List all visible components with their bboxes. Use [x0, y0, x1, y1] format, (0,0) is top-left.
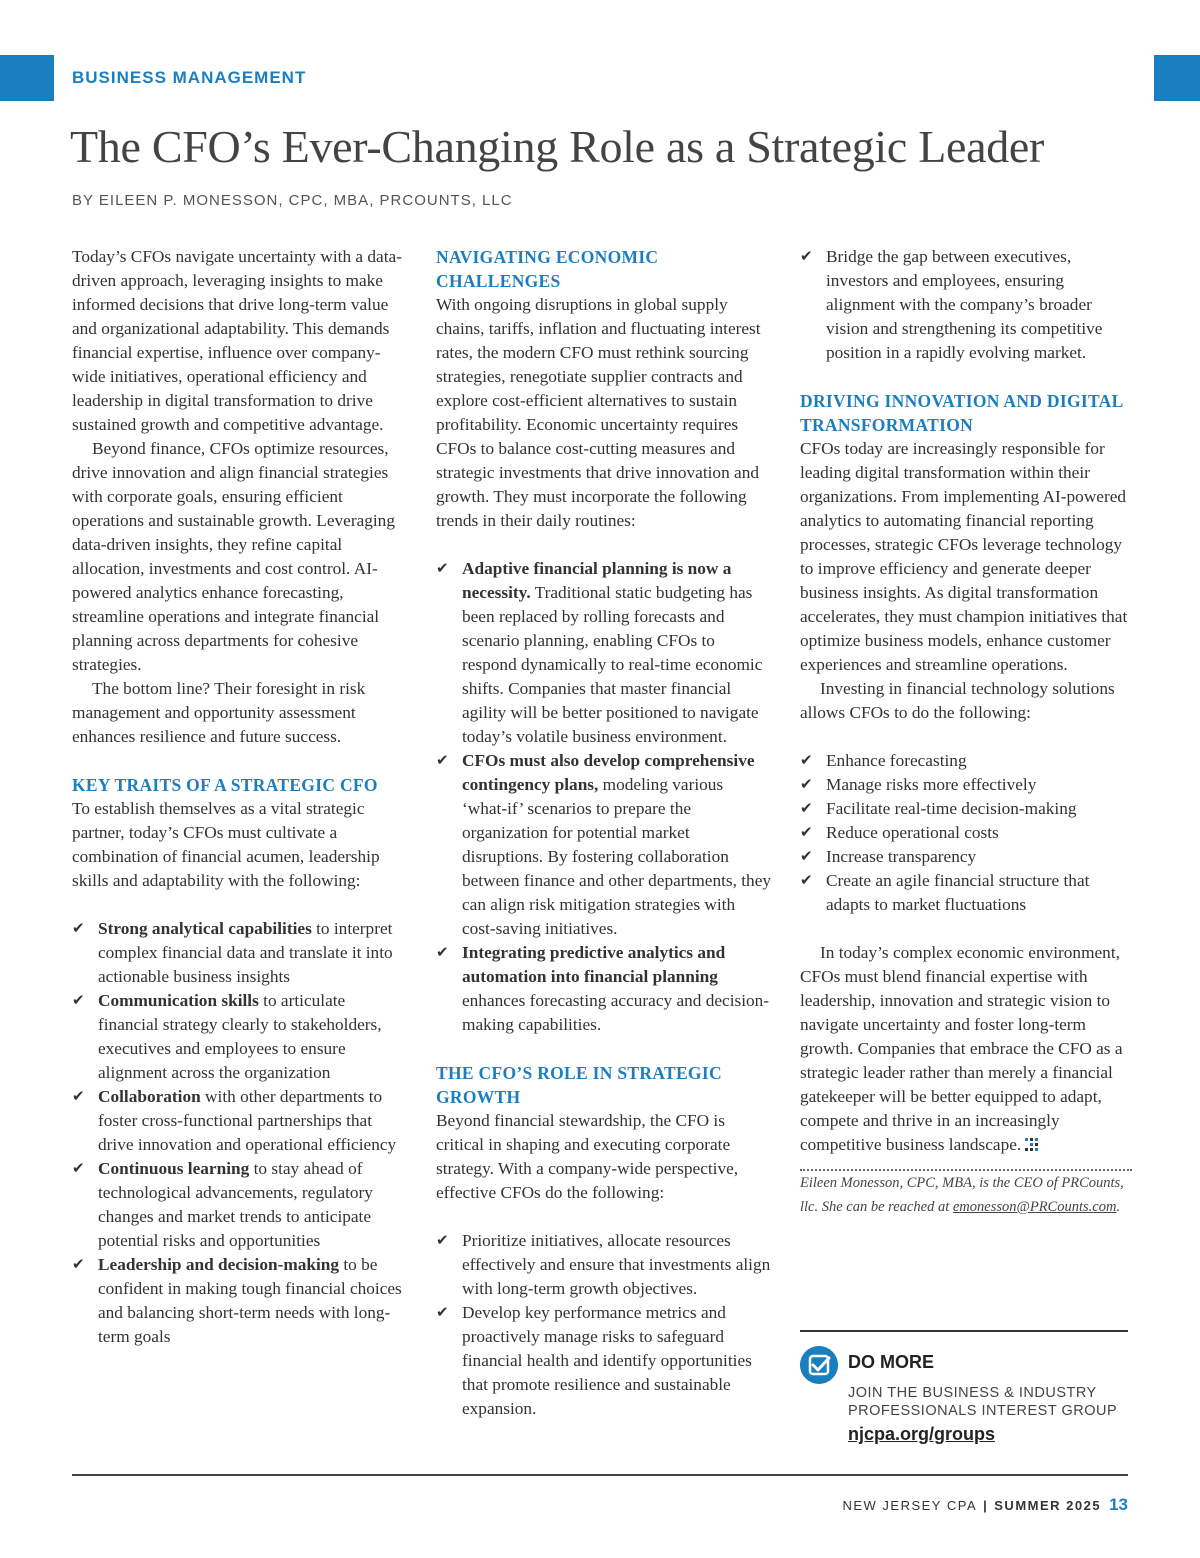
checkmark-icon: ✔	[800, 801, 813, 817]
list-item: ✔ Facilitate real-time decision-making	[800, 797, 1132, 821]
list-item: ✔ CFOs must also develop comprehensive contingency plans, modeling various ‘what-if’ scenarios to prepare the organization for potential market disruptions. By fostering collaboration between finance and other departments, they can align risk mitigation strategies with cost-saving initiatives.	[436, 751, 772, 938]
list-item: ✔ Adaptive financial planning is now a necessity. Traditional static budgeting has been replaced by rolling forecasts and scenario planning, enabling CFOs to respond dynamically to real-time economic shifts. Companies that master financial agility will be better positioned to navigate today’s volatile business environment.	[436, 559, 763, 746]
checkmark-icon: ✔	[72, 1257, 85, 1273]
traits-list	[72, 917, 407, 1349]
list-item: ✔ Prioritize initiatives, allocate resources effectively and ensure that investments align with long-term growth objectives.	[436, 1231, 771, 1298]
author-bio: Eileen Monesson, CPC, MBA, is the CEO of PRCounts, llc. She can be reached at emonesson@PRCounts.com.	[800, 1175, 1124, 1215]
list-item: ✔ Create an agile financial structure that adapts to market fluctuations	[800, 871, 1090, 914]
role-paragraph: Beyond financial stewardship, the CFO is critical in shaping and executing corporate strategy. With a company-wide perspective, effective CFOs do the following:	[436, 1111, 739, 1202]
end-mark-icon	[1025, 1138, 1038, 1151]
do-more-heading: DO MORE	[848, 1352, 935, 1372]
right-color-tab	[1154, 55, 1200, 101]
navigating-paragraph: With ongoing disruptions in global supply chains, tariffs, inflation and fluctuating interest rates, the modern CFO must rethink sourcing strategies, renegotiate supplier contracts and explore cost-efficient alternatives to sustain profitability. Economic uncertainty requires CFOs to balance cost-cutting measures and strategic investments that drive innovation and growth. They must incorporate the following trends in their daily routines:	[436, 295, 761, 530]
role-list-continued	[800, 245, 1132, 365]
column-1	[72, 245, 407, 1349]
heading-navigating-economic: NAVIGATING ECONOMIC CHALLENGES	[436, 247, 659, 291]
do-more-box	[800, 1330, 1128, 1444]
paragraph-bottom-line: The bottom line? Their foresight in risk management and opportunity assessment enhances resilience and future success.	[72, 679, 366, 746]
article-title: The CFO’s Ever-Changing Role as a Strategic Leader	[70, 121, 1045, 172]
intro-paragraph: Today’s CFOs navigate uncertainty with a data-driven approach, leveraging insights to make informed decisions that drive long-term value and organizational adaptability. This demands financial expertise, influence over company-wide initiatives, operational efficiency and leadership in digital transformation to drive sustained growth and competitive advantage.	[72, 247, 402, 434]
list-item: ✔ Leadership and decision-making to be confident in making tough financial choices and balancing short-term needs with long-term goals	[72, 1255, 402, 1346]
list-item: ✔ Integrating predictive analytics and automation into financial planning enhances forecasting accuracy and decision-making capabilities.	[436, 943, 770, 1034]
investing-paragraph: Investing in financial technology solutions allows CFOs to do the following:	[800, 679, 1115, 722]
checkmark-icon: ✔	[436, 561, 449, 577]
heading-driving-innovation: DRIVING INNOVATION AND DIGITAL TRANSFORMATION	[800, 391, 1123, 435]
page-number: 13	[1109, 1495, 1128, 1514]
list-item: ✔ Manage risks more effectively	[800, 773, 1132, 797]
do-more-subtext: JOIN THE BUSINESS & INDUSTRY PROFESSIONALS INTEREST GROUP	[848, 1385, 1118, 1419]
benefits-list	[800, 749, 1132, 917]
heading-cfo-role: THE CFO’S ROLE IN STRATEGIC GROWTH	[436, 1063, 722, 1107]
checkmark-icon: ✔	[800, 873, 813, 889]
groups-link[interactable]: njcpa.org/groups	[848, 1424, 996, 1444]
left-color-tab	[0, 55, 54, 101]
column-3	[800, 245, 1132, 1219]
checkmark-icon: ✔	[800, 777, 813, 793]
list-item: ✔ Increase transparency	[800, 845, 1132, 869]
list-item: ✔ Enhance forecasting	[800, 749, 1132, 773]
traits-intro: To establish themselves as a vital strategic partner, today’s CFOs must cultivate a combination of financial acumen, leadership skills and adaptability with the following:	[72, 799, 380, 890]
checkbox-icon	[800, 1346, 838, 1384]
trends-list	[436, 557, 771, 1037]
heading-key-traits: KEY TRAITS OF A STRATEGIC CFO	[72, 775, 378, 795]
role-list	[436, 1229, 771, 1421]
list-item: ✔ Bridge the gap between executives, investors and employees, ensuring alignment with the company’s broader vision and strengthening its competitive position in a rapidly evolving market.	[800, 247, 1103, 362]
footer-rule	[72, 1474, 1128, 1476]
list-item: ✔ Continuous learning to stay ahead of technological advancements, regulatory changes and market trends to anticipate potential risks and opportunities	[72, 1159, 373, 1250]
checkmark-icon: ✔	[72, 993, 85, 1009]
column-2	[436, 245, 771, 1421]
list-item: ✔ Develop key performance metrics and proactively manage risks to safeguard financial health and identify opportunities that promote resilience and sustainable expansion.	[436, 1303, 752, 1418]
checkmark-icon: ✔	[800, 753, 813, 769]
checkmark-icon: ✔	[436, 945, 449, 961]
checkmark-icon: ✔	[436, 753, 449, 769]
list-item: ✔ Collaboration with other departments to foster cross-functional partnerships that drive innovation and operational efficiency	[72, 1087, 397, 1154]
list-item: ✔ Strong analytical capabilities to interpret complex financial data and translate it into actionable business insights	[72, 919, 393, 986]
publication-name: NEW JERSEY CPA	[842, 1498, 978, 1513]
checkmark-icon: ✔	[800, 249, 813, 265]
paragraph-beyond-finance: Beyond finance, CFOs optimize resources, drive innovation and align financial strategies with corporate goals, ensuring efficient operations and sustainable growth. Leveraging data-driven insights, they refine capital allocation, investments and cost control. AI-powered analytics enhance forecasting, streamline operations and integrate financial planning across departments for cohesive strategies.	[72, 439, 395, 674]
checkmark-icon: ✔	[800, 849, 813, 865]
checkmark-icon: ✔	[436, 1305, 449, 1321]
checkmark-icon: ✔	[72, 1089, 85, 1105]
innovation-paragraph: CFOs today are increasingly responsible for leading digital transformation within their organizations. From implementing AI-powered analytics to automating financial reporting processes, strategic CFOs leverage technology to improve efficiency and generate deeper business insights. As digital transformation accelerates, they must champion initiatives that optimize business models, enhance customer experiences and streamline operations.	[800, 439, 1128, 674]
byline: BY EILEEN P. MONESSON, CPC, MBA, PRCOUNTS, LLC	[72, 192, 513, 209]
section-label: BUSINESS MANAGEMENT	[72, 68, 307, 87]
issue-label: SUMMER 2025	[994, 1498, 1102, 1513]
list-item: ✔ Reduce operational costs	[800, 821, 1132, 845]
checkmark-icon: ✔	[72, 1161, 85, 1177]
author-email-link[interactable]: emonesson@PRCounts.com	[952, 1199, 1117, 1215]
list-item: ✔ Communication skills to articulate financial strategy clearly to stakeholders, executives and employees to ensure alignment across the organization	[72, 991, 382, 1082]
footer	[842, 1495, 1128, 1515]
footer-separator: |	[983, 1498, 989, 1513]
checkmark-icon: ✔	[436, 1233, 449, 1249]
checkmark-icon: ✔	[800, 825, 813, 841]
closing-paragraph: In today’s complex economic environment, CFOs must blend financial expertise with leadership, innovation and strategic vision to navigate uncertainty and foster long-term growth. Companies that embrace the CFO as a strategic leader rather than merely a financial gatekeeper will be better equipped to adapt, compete and thrive in an increasingly competitive business landscape.	[800, 943, 1123, 1154]
checkmark-icon: ✔	[72, 921, 85, 937]
